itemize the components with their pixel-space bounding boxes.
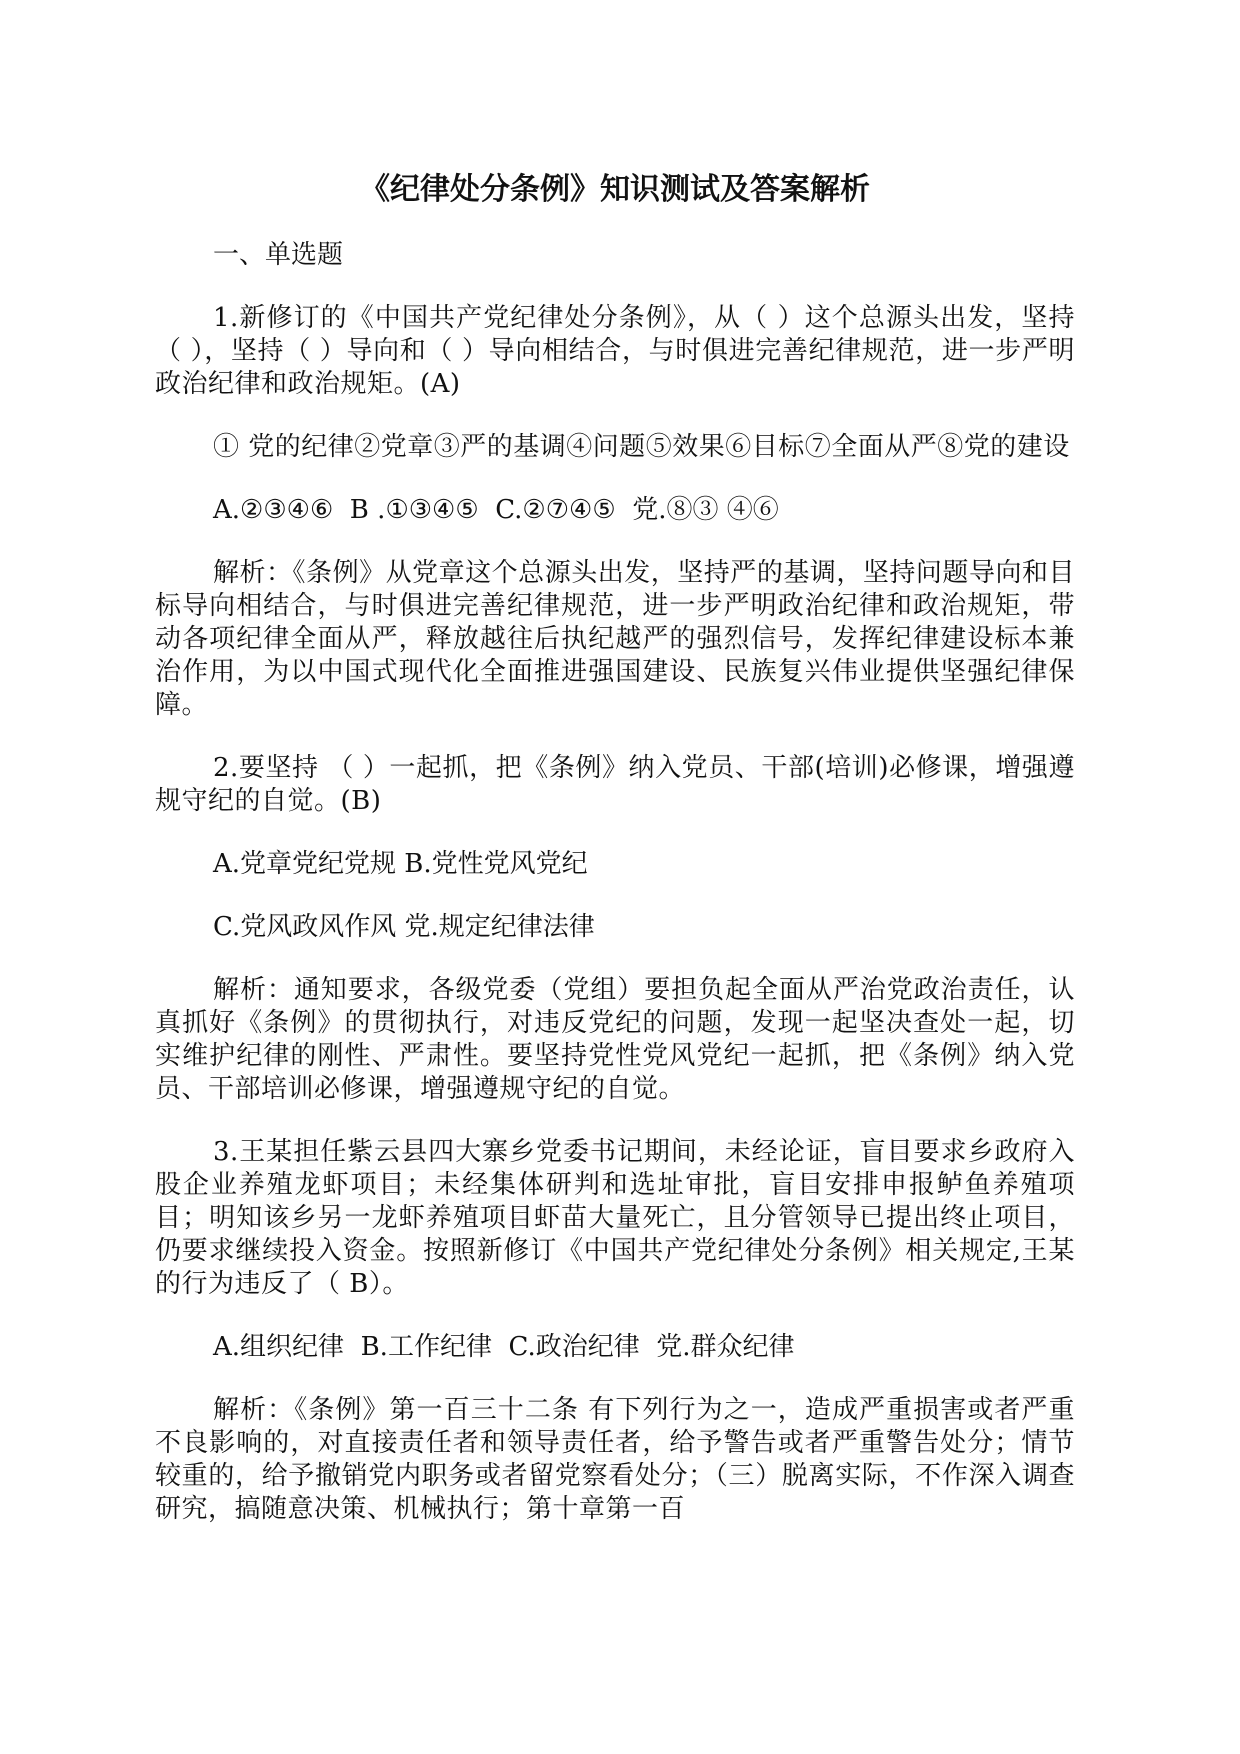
question-2-stem: 2.要坚持 （ ）一起抓，把《条例》纳入党员、干部(培训)必修课，增强遵规守纪的自觉。(B) — [155, 753, 1075, 816]
question-3-options: A.组织纪律 B.工作纪律 C.政治纪律 党.群众纪律 — [213, 1332, 795, 1362]
question-2-analysis: 解析：通知要求，各级党委（党组）要担负起全面从严治党政治责任，认真抓好《条例》的贯彻执行，对违反党纪的问题，发现一起坚决查处一起，切实维护纪律的刚性、严肃性。要坚持党性党风党纪一起抓，把《条例》纳入党员、干部培训必修课，增强遵规守纪的自觉。 — [155, 975, 1075, 1104]
question-2-options-cd: C.党风政风作风 党.规定纪律法律 — [213, 912, 595, 942]
section-heading: 一、单选题 — [213, 240, 344, 270]
question-1-items: ① 党的纪律②党章③严的基调④问题⑤效果⑥目标⑦全面从严⑧党的建设 — [213, 432, 1070, 462]
question-1-stem: 1.新修订的《中国共产党纪律处分条例》，从（ ）这个总源头出发，坚持（ ），坚持（ ）导向和（ ）导向相结合，与时俱进完善纪律规范，进一步严明政治纪律和政治规矩。(A) — [155, 303, 1075, 399]
question-3-analysis: 解析：《条例》第一百三十二条 有下列行为之一，造成严重损害或者严重不良影响的，对直接责任者和领导责任者，给予警告或者严重警告处分；情节较重的，给予撤销党内职务或者留党察看处分；（三）脱离实际，不作深入调查研究，搞随意决策、机械执行；第十章第一百 — [155, 1395, 1075, 1524]
question-1-analysis: 解析：《条例》从党章这个总源头出发，坚持严的基调，坚持问题导向和目标导向相结合，与时俱进完善纪律规范，进一步严明政治纪律和政治规矩，带动各项纪律全面从严，释放越往后执纪越严的强烈信号，发挥纪律建设标本兼治作用，为以中国式现代化全面推进强国建设、民族复兴伟业提供坚强纪律保障。 — [155, 558, 1075, 720]
document-title: 《纪律处分条例》知识测试及答案解析 — [360, 172, 870, 207]
question-2-options-ab: A.党章党纪党规 B.党性党风党纪 — [213, 849, 588, 879]
question-1-options: A.②③④⑥ B .①③④⑤ C.②⑦④⑤ 党.⑧③ ④⑥ — [213, 495, 779, 525]
document-page — [155, 170, 1075, 1556]
question-3-stem: 3.王某担任紫云县四大寨乡党委书记期间，未经论证，盲目要求乡政府入股企业养殖龙虾项目；未经集体研判和选址审批，盲目安排申报鲈鱼养殖项目；明知该乡另一龙虾养殖项目虾苗大量死亡，且分管领导已提出终止项目，仍要求继续投入资金。按照新修订《中国共产党纪律处分条例》相关规定,王某的行为违反了（ B）。 — [155, 1137, 1075, 1299]
